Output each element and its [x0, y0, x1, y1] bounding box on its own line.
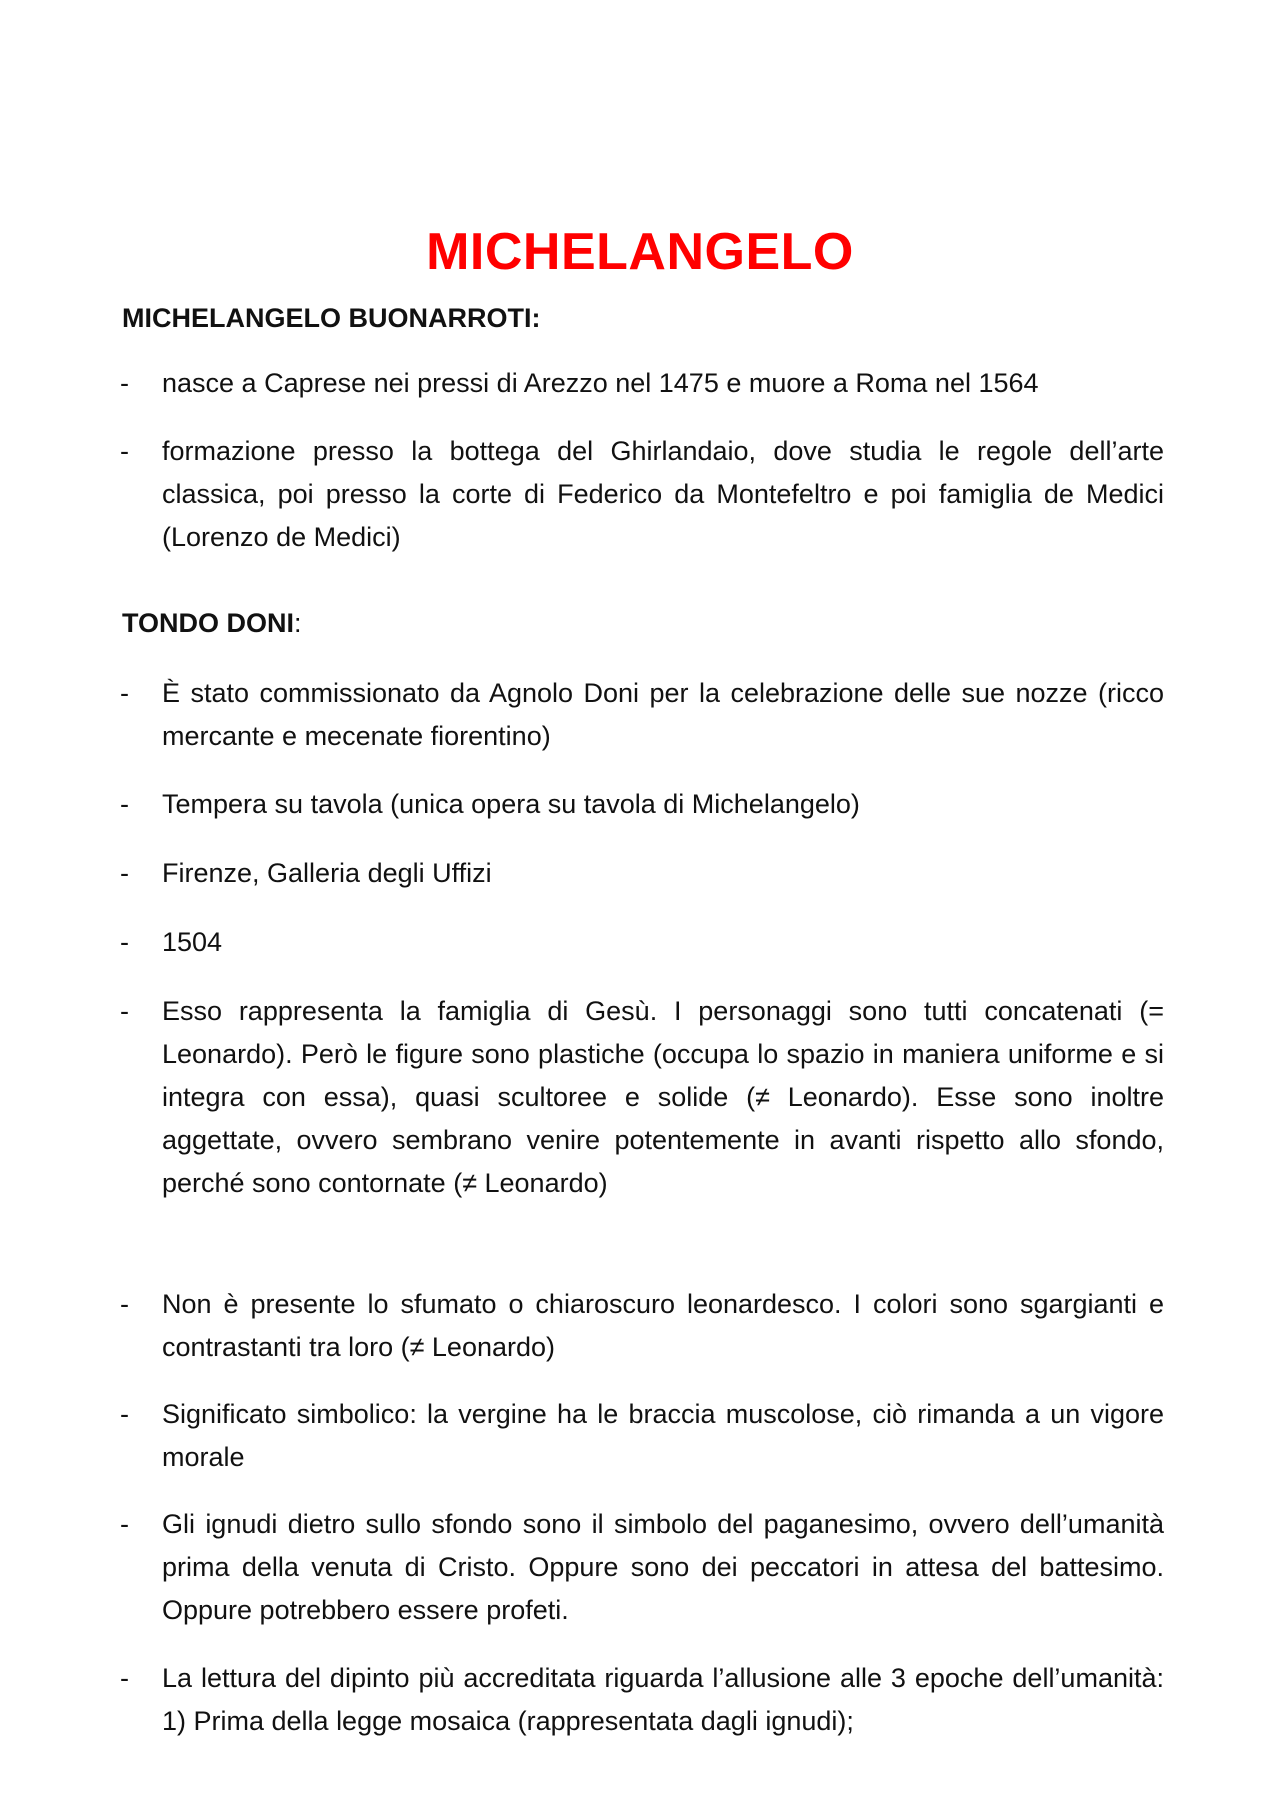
bullet-dash: -	[120, 996, 129, 1026]
list-item-text: È stato commissionato da Agnolo Doni per la celebrazione delle sue nozze (ricco mercante e mecenate fiorentino)	[162, 678, 1164, 751]
list-item-text: 1504	[162, 927, 223, 957]
page-title: MICHELANGELO	[426, 223, 854, 281]
bullet-dash: -	[120, 678, 129, 708]
bullet-dash: -	[120, 858, 129, 888]
section-heading-buonarroti	[122, 300, 540, 336]
bullet-dash: -	[120, 789, 129, 819]
bullet-dash: -	[120, 1289, 129, 1319]
list-item-text: Esso rappresenta la famiglia di Gesù. I personaggi sono tutti concatenati (= Leonardo). Però le figure sono plastiche (occupa lo spazio in maniera uniforme e si integra con essa), quasi scultoree e solide (≠ Leonardo). Esse sono inoltre aggettate, ovvero sembrano venire potentemente in avanti rispetto allo sfondo, perché sono contornate (≠ Leonardo)	[162, 996, 1164, 1198]
section-heading-tondo-doni	[122, 605, 302, 641]
list-item-text: La lettura del dipinto più accreditata riguarda l’allusione alle 3 epoche dell’umanità: 1) Prima della legge mosaica (rappresentata dagli ignudi);	[162, 1663, 1164, 1736]
bullet-dash: -	[120, 368, 129, 398]
list-item-text: nasce a Caprese nei pressi di Arezzo nel 1475 e muore a Roma nel 1564	[162, 368, 1039, 398]
bullet-dash: -	[120, 1663, 129, 1693]
bullet-dash: -	[120, 1399, 129, 1429]
section-heading-text: MICHELANGELO BUONARROTI:	[122, 303, 541, 333]
section-heading-text: TONDO DONI	[122, 608, 295, 638]
list-item-text: Significato simbolico: la vergine ha le braccia muscolose, ciò rimanda a un vigore morale	[162, 1399, 1164, 1472]
bullet-dash: -	[120, 436, 129, 466]
list-item-text: formazione presso la bottega del Ghirlandaio, dove studia le regole dell’arte classica, poi presso la corte di Federico da Montefeltro e poi famiglia de Medici (Lorenzo de Medici)	[162, 436, 1164, 552]
bullet-dash: -	[120, 927, 129, 957]
list-item-text: Tempera su tavola (unica opera su tavola di Michelangelo)	[162, 789, 860, 819]
list-item-text: Firenze, Galleria degli Uffizi	[162, 858, 492, 888]
section-heading-colon: :	[294, 608, 302, 638]
list-item-text: Gli ignudi dietro sullo sfondo sono il simbolo del paganesimo, ovvero dell’umanità prima della venuta di Cristo. Oppure sono dei peccatori in attesa del battesimo. Oppure potrebbero essere profeti.	[162, 1509, 1164, 1625]
bullet-dash: -	[120, 1509, 129, 1539]
list-item-text: Non è presente lo sfumato o chiaroscuro leonardesco. I colori sono sgargianti e contrastanti tra loro (≠ Leonardo)	[162, 1289, 1164, 1362]
